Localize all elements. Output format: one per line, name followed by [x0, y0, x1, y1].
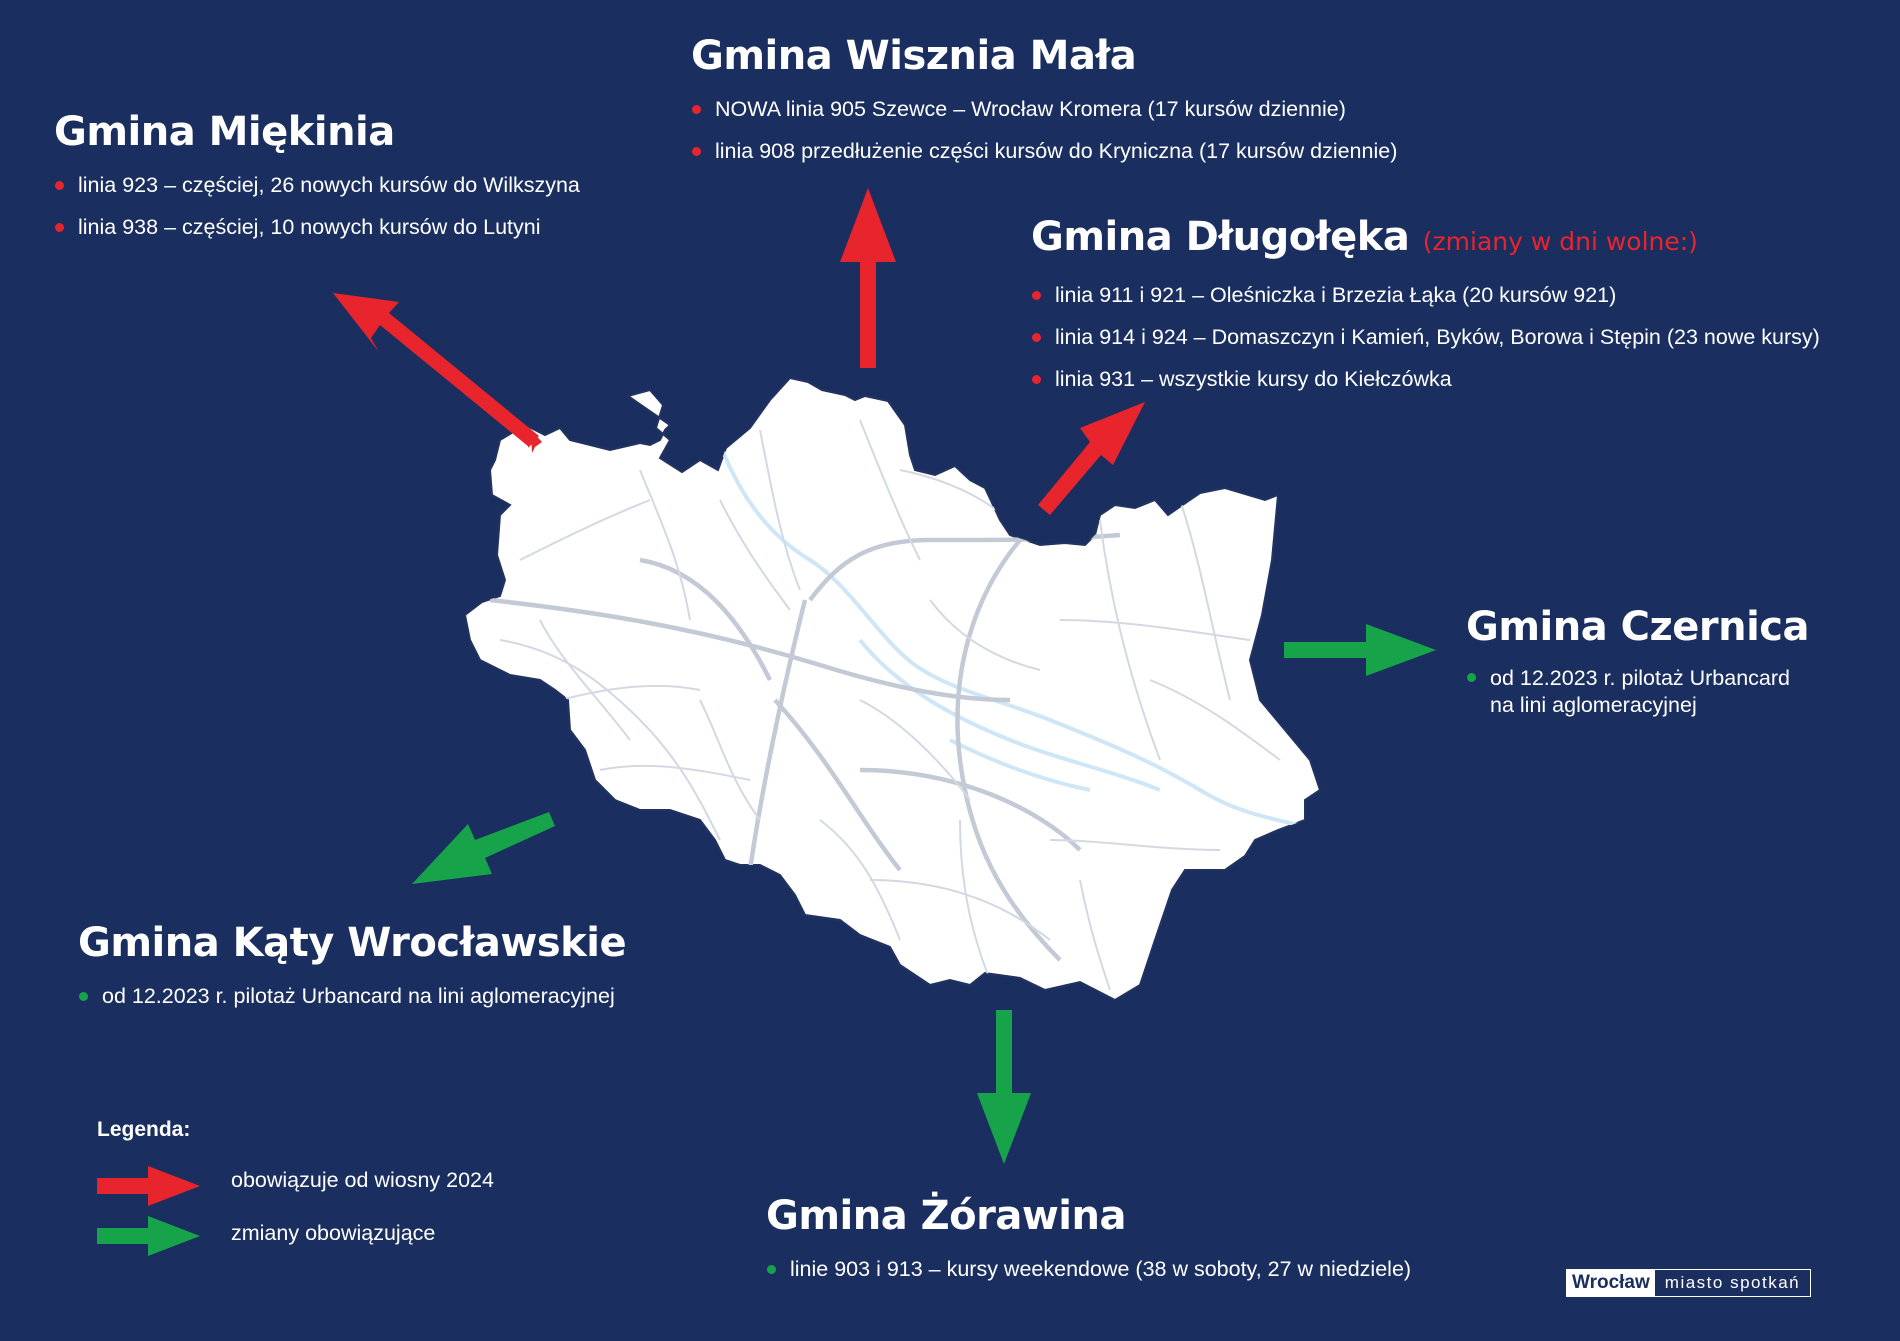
region-katy-wroclawskie	[78, 919, 626, 1017]
region-title: Gmina Wisznia Mała	[691, 33, 1137, 79]
green-arrow-southwest	[412, 812, 555, 884]
list-item: linia 938 – częściej, 10 nowych kursów do Lutyni	[54, 206, 580, 248]
region-item-list	[766, 1248, 1411, 1290]
wroclaw-logo	[1566, 1269, 1811, 1297]
legend-red-arrow-icon	[97, 1166, 200, 1206]
region-item-list	[1031, 274, 1820, 400]
region-miekinia	[54, 108, 580, 248]
green-arrow-south	[977, 1010, 1031, 1164]
logo-slogan: miasto spotkań	[1664, 1273, 1801, 1292]
logo-city: Wrocław	[1567, 1270, 1655, 1296]
legend-green-label: zmiany obowiązujące	[231, 1221, 436, 1245]
region-dlugoleka	[1031, 213, 1820, 400]
list-item: linia 923 – częściej, 26 nowych kursów do Wilkszyna	[54, 164, 580, 206]
region-title: Gmina Czernica	[1466, 604, 1809, 650]
region-item-list	[1466, 659, 1809, 719]
region-zorawina	[766, 1192, 1411, 1290]
region-title: Gmina Długołęka	[1031, 214, 1410, 260]
region-item-list	[54, 164, 580, 248]
region-item-list	[78, 975, 626, 1017]
green-arrow-east	[1284, 624, 1436, 676]
legend-red-label: obowiązuje od wiosny 2024	[231, 1168, 494, 1192]
region-wisznia-mala	[691, 32, 1397, 172]
red-arrow-north	[840, 188, 896, 368]
legend-green-arrow-icon	[97, 1216, 200, 1256]
list-item: linia 911 i 921 – Oleśniczka i Brzezia Łąka (20 kursów 921)	[1031, 274, 1820, 316]
list-item: linia 931 – wszystkie kursy do Kiełczówka	[1031, 358, 1820, 400]
list-item: NOWA linia 905 Szewce – Wrocław Kromera (17 kursów dziennie)	[691, 88, 1397, 130]
list-item-line: od 12.2023 r. pilotaż Urbancard	[1490, 666, 1791, 690]
list-item-line: na lini aglomeracyjnej	[1490, 693, 1697, 717]
region-title: Gmina Kąty Wrocławskie	[78, 920, 627, 966]
region-czernica	[1466, 603, 1809, 719]
region-title-row	[1031, 213, 1820, 266]
list-item: linie 903 i 913 – kursy weekendowe (38 w soboty, 27 w niedziele)	[766, 1248, 1411, 1290]
list-item: od 12.2023 r. pilotaż Urbancard na lini aglomeracyjnej	[78, 975, 626, 1017]
region-item-list	[691, 88, 1397, 172]
list-item: linia 908 przedłużenie części kursów do Kryniczna (17 kursów dziennie)	[691, 130, 1397, 172]
region-title: Gmina Miękinia	[54, 109, 395, 155]
red-arrow-northeast	[1038, 402, 1145, 515]
list-item	[1466, 659, 1809, 719]
red-arrow-northwest	[333, 293, 539, 447]
legend-title: Legenda:	[97, 1118, 191, 1141]
city-outline	[465, 378, 1320, 1000]
list-item: linia 914 i 924 – Domaszczyn i Kamień, Byków, Borowa i Stępin (23 nowe kursy)	[1031, 316, 1820, 358]
region-note: (zmiany w dni wolne:)	[1422, 227, 1698, 256]
region-title: Gmina Żórawina	[766, 1193, 1126, 1239]
